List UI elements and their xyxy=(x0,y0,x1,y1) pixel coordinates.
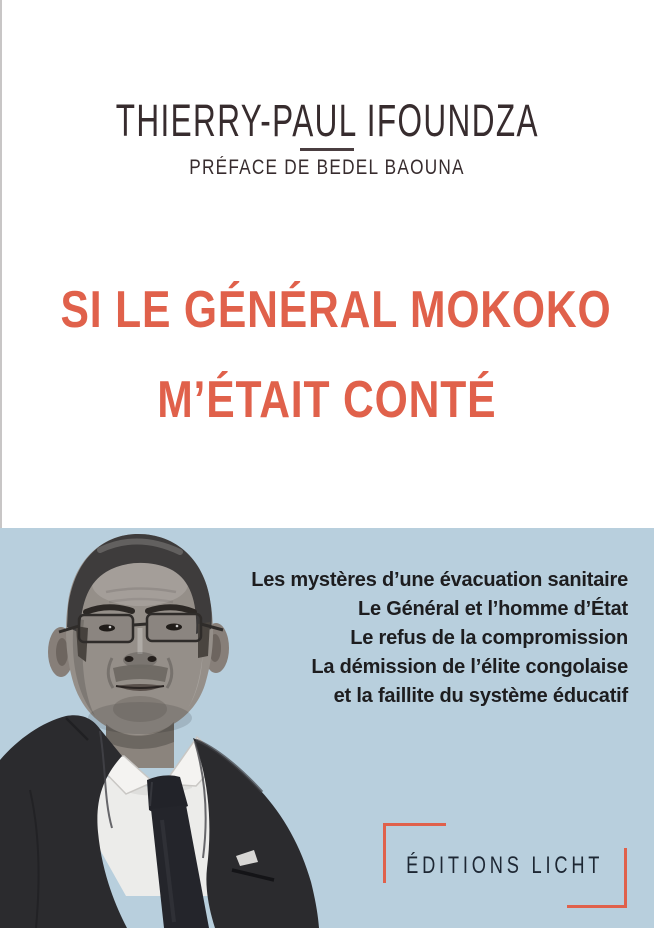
author-name-text: THIERRY-PAUL IFOUNDZA xyxy=(115,95,539,146)
tagline: Les mystères d’une évacuation sanitaire xyxy=(251,569,628,591)
left-edge-line xyxy=(0,0,2,528)
author-block xyxy=(0,95,654,179)
preface-line xyxy=(0,157,654,179)
book-title xyxy=(0,265,654,445)
author-underline-rule xyxy=(300,148,354,151)
tagline: Le Général et l’homme d’État xyxy=(357,598,628,620)
tagline-list xyxy=(251,566,628,711)
publisher-name: ÉDITIONS LICHT xyxy=(406,851,604,879)
publisher-logo xyxy=(383,823,627,908)
bottom-band xyxy=(0,528,654,928)
preface-text: PRÉFACE DE BEDEL BAOUNA xyxy=(189,156,465,179)
author-name xyxy=(0,95,654,146)
tagline: et la faillite du système éducatif xyxy=(333,685,628,707)
tagline: La démission de l’élite congolaise xyxy=(311,656,628,678)
title-line-2: M’ÉTAIT CONTÉ xyxy=(157,371,497,429)
title-line-1: SI LE GÉNÉRAL MOKOKO xyxy=(60,281,612,339)
tagline: Le refus de la compromission xyxy=(350,627,628,649)
